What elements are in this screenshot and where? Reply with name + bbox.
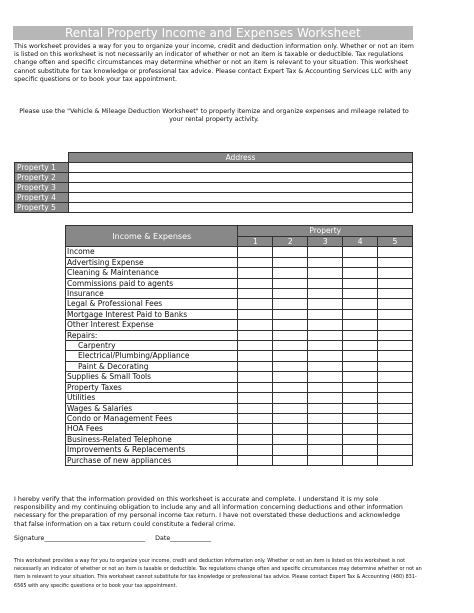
table-row (66, 393, 413, 403)
address-header-row (15, 153, 413, 163)
amount-input-cell[interactable] (308, 299, 343, 309)
address-corner (15, 153, 69, 163)
amount-input-cell[interactable] (238, 413, 273, 423)
line-item-label: Business-Related Telephone (66, 434, 238, 444)
amount-input-cell[interactable] (273, 424, 308, 434)
amount-input-cell[interactable] (343, 247, 378, 257)
address-row-label: Property 4 (15, 193, 69, 203)
address-row-label: Property 2 (15, 173, 69, 183)
line-item-label: Electrical/Plumbing/Appliance (66, 351, 238, 361)
signature-field[interactable]: Signature________________________________ (14, 535, 146, 542)
line-item-label: Repairs: (66, 330, 238, 340)
address-table (14, 152, 413, 213)
amount-input-cell[interactable] (273, 382, 308, 392)
amount-input-cell[interactable] (343, 382, 378, 392)
table-row (66, 351, 413, 361)
amount-input-cell[interactable] (308, 361, 343, 371)
amount-input-cell[interactable] (343, 289, 378, 299)
amount-input-cell[interactable] (238, 341, 273, 351)
amount-input-cell[interactable] (273, 330, 308, 340)
table-row (66, 403, 413, 413)
amount-input-cell[interactable] (238, 434, 273, 444)
amount-input-cell[interactable] (273, 268, 308, 278)
line-item-label: Wages & Salaries (66, 403, 238, 413)
amount-input-cell[interactable] (378, 257, 413, 267)
table-row (66, 247, 413, 257)
line-item-label: Advertising Expense (66, 257, 238, 267)
amount-input-cell[interactable] (378, 278, 413, 288)
amount-input-cell[interactable] (238, 268, 273, 278)
amount-input-cell[interactable] (238, 299, 273, 309)
amount-input-cell[interactable] (343, 320, 378, 330)
amount-input-cell[interactable] (273, 434, 308, 444)
property-column-header: 1 (238, 237, 273, 247)
amount-input-cell[interactable] (238, 320, 273, 330)
amount-input-cell[interactable] (343, 403, 378, 413)
address-input-cell[interactable] (69, 163, 413, 173)
amount-input-cell[interactable] (273, 289, 308, 299)
line-item-label: Condo or Management Fees (66, 413, 238, 423)
amount-input-cell[interactable] (308, 351, 343, 361)
table-row (66, 320, 413, 330)
intro-paragraph: This worksheet provides a way for you to organize your income, credit and deduction information only. Whether or not an item is listed on this worksheet is not necessarily an indicator of whether or not an item is taxable or deductible. Tax regulations change often and specific circumstances may determine whether or not an item is relevant to your situation. This worksheet cannot substitute for tax knowledge or professional tax advice. Please contact Expert Tax & Accounting Services LLC with any specific questions or to book your tax appointment. (14, 43, 414, 83)
address-row-label: Property 3 (15, 183, 69, 193)
table-row (66, 445, 413, 455)
amount-input-cell[interactable] (238, 361, 273, 371)
amount-input-cell[interactable] (378, 372, 413, 382)
amount-input-cell[interactable] (238, 247, 273, 257)
amount-input-cell[interactable] (238, 309, 273, 319)
line-item-label: Paint & Decorating (66, 361, 238, 371)
amount-input-cell[interactable] (273, 351, 308, 361)
amount-input-cell[interactable] (273, 393, 308, 403)
amount-input-cell[interactable] (343, 257, 378, 267)
amount-input-cell[interactable] (273, 403, 308, 413)
table-row (66, 372, 413, 382)
ie-header-row (66, 226, 413, 237)
amount-input-cell[interactable] (308, 372, 343, 382)
amount-input-cell[interactable] (238, 445, 273, 455)
amount-input-cell[interactable] (308, 424, 343, 434)
amount-input-cell[interactable] (238, 257, 273, 267)
amount-input-cell[interactable] (343, 278, 378, 288)
amount-input-cell[interactable] (378, 330, 413, 340)
line-item-label: Utilities (66, 393, 238, 403)
amount-input-cell[interactable] (273, 341, 308, 351)
amount-input-cell[interactable] (273, 278, 308, 288)
amount-input-cell[interactable] (378, 341, 413, 351)
amount-input-cell[interactable] (273, 413, 308, 423)
amount-input-cell[interactable] (343, 424, 378, 434)
worksheet-title: Rental Property Income and Expenses Worksheet (13, 26, 413, 40)
address-row-label: Property 5 (15, 203, 69, 213)
line-item-label: Income (66, 247, 238, 257)
amount-input-cell[interactable] (308, 247, 343, 257)
line-item-label: Cleaning & Maintenance (66, 268, 238, 278)
amount-input-cell[interactable] (308, 320, 343, 330)
property-column-header: 3 (308, 237, 343, 247)
amount-input-cell[interactable] (378, 382, 413, 392)
table-row (66, 455, 413, 465)
amount-input-cell[interactable] (378, 445, 413, 455)
table-row (66, 361, 413, 371)
amount-input-cell[interactable] (343, 445, 378, 455)
amount-input-cell[interactable] (308, 382, 343, 392)
table-row (66, 278, 413, 288)
amount-input-cell[interactable] (378, 299, 413, 309)
amount-input-cell[interactable] (378, 413, 413, 423)
signature-line (14, 535, 414, 543)
footer-disclaimer: This worksheet provides a way for you to organize your income, credit and deduction information only. Whether or not an item is listed on this worksheet is not necessarily an indicator of whether or not an item is taxable or deductible. Tax regulations change often and specific circumstances may determine whether or not an item is relevant to your situation. This worksheet cannot substitute for tax knowledge or professional tax advice. Please contact Expert Tax & Accounting (480) 831-6565 with any specific questions or to book your tax appointment. (14, 558, 422, 589)
amount-input-cell[interactable] (378, 455, 413, 465)
line-item-label: Improvements & Replacements (66, 445, 238, 455)
amount-input-cell[interactable] (343, 299, 378, 309)
amount-input-cell[interactable] (343, 341, 378, 351)
line-item-label: Legal & Professional Fees (66, 299, 238, 309)
line-item-label: Other Interest Expense (66, 320, 238, 330)
amount-input-cell[interactable] (378, 361, 413, 371)
amount-input-cell[interactable] (238, 351, 273, 361)
amount-input-cell[interactable] (238, 372, 273, 382)
amount-input-cell[interactable] (238, 393, 273, 403)
line-item-label: Insurance (66, 289, 238, 299)
amount-input-cell[interactable] (238, 278, 273, 288)
amount-input-cell[interactable] (378, 403, 413, 413)
amount-input-cell[interactable] (378, 351, 413, 361)
amount-input-cell[interactable] (238, 403, 273, 413)
income-expenses-table (65, 225, 413, 466)
line-item-label: HOA Fees (66, 424, 238, 434)
line-item-label: Property Taxes (66, 382, 238, 392)
date-field[interactable]: Date_____________ (155, 535, 212, 542)
address-input-cell[interactable] (69, 193, 413, 203)
amount-input-cell[interactable] (308, 455, 343, 465)
table-row (66, 330, 413, 340)
table-row (66, 341, 413, 351)
amount-input-cell[interactable] (308, 341, 343, 351)
amount-input-cell[interactable] (273, 247, 308, 257)
amount-input-cell[interactable] (343, 455, 378, 465)
amount-input-cell[interactable] (378, 268, 413, 278)
property-column-header: 2 (273, 237, 308, 247)
line-item-label: Mortgage Interest Paid to Banks (66, 309, 238, 319)
amount-input-cell[interactable] (238, 382, 273, 392)
amount-input-cell[interactable] (308, 278, 343, 288)
amount-input-cell[interactable] (273, 257, 308, 267)
amount-input-cell[interactable] (308, 445, 343, 455)
line-item-label: Carpentry (66, 341, 238, 351)
amount-input-cell[interactable] (378, 289, 413, 299)
table-row (66, 299, 413, 309)
address-row (15, 163, 413, 173)
address-row (15, 193, 413, 203)
amount-input-cell[interactable] (238, 455, 273, 465)
table-row (66, 382, 413, 392)
amount-input-cell[interactable] (308, 330, 343, 340)
address-header: Address (69, 153, 413, 163)
address-input-cell[interactable] (69, 203, 413, 213)
address-input-cell[interactable] (69, 173, 413, 183)
amount-input-cell[interactable] (308, 289, 343, 299)
address-row (15, 173, 413, 183)
vehicle-worksheet-instruction: Please use the "Vehicle & Mileage Deduction Worksheet" to properly itemize and organize expenses and mileage related to your rental property activity. (19, 108, 409, 124)
amount-input-cell[interactable] (378, 309, 413, 319)
address-row (15, 183, 413, 193)
amount-input-cell[interactable] (308, 309, 343, 319)
address-row (15, 203, 413, 213)
verification-statement: I hereby verify that the information provided on this worksheet is accurate and complete. I understand it is my sole responsibility and my continuing obligation to include any and all information concerning deductions and other information necessary for the preparation of my personal income tax return. I have not overstated these deductions and acknowledge that false information on a tax return could constitute a federal crime. (14, 496, 403, 528)
amount-input-cell[interactable] (308, 413, 343, 423)
address-input-cell[interactable] (69, 183, 413, 193)
amount-input-cell[interactable] (343, 351, 378, 361)
table-row (66, 268, 413, 278)
amount-input-cell[interactable] (378, 247, 413, 257)
amount-input-cell[interactable] (378, 393, 413, 403)
income-expenses-header: Income & Expenses (66, 226, 238, 247)
table-row (66, 257, 413, 267)
address-row-label: Property 1 (15, 163, 69, 173)
line-item-label: Commissions paid to agents (66, 278, 238, 288)
amount-input-cell[interactable] (308, 257, 343, 267)
amount-input-cell[interactable] (238, 330, 273, 340)
amount-input-cell[interactable] (273, 299, 308, 309)
amount-input-cell[interactable] (343, 413, 378, 423)
amount-input-cell[interactable] (238, 289, 273, 299)
property-header: Property (238, 226, 413, 237)
amount-input-cell[interactable] (378, 434, 413, 444)
amount-input-cell[interactable] (273, 320, 308, 330)
amount-input-cell[interactable] (378, 424, 413, 434)
amount-input-cell[interactable] (343, 309, 378, 319)
amount-input-cell[interactable] (308, 434, 343, 444)
amount-input-cell[interactable] (308, 268, 343, 278)
amount-input-cell[interactable] (273, 309, 308, 319)
property-column-header: 4 (343, 237, 378, 247)
amount-input-cell[interactable] (273, 445, 308, 455)
amount-input-cell[interactable] (238, 424, 273, 434)
amount-input-cell[interactable] (343, 361, 378, 371)
amount-input-cell[interactable] (308, 393, 343, 403)
amount-input-cell[interactable] (343, 434, 378, 444)
amount-input-cell[interactable] (273, 455, 308, 465)
amount-input-cell[interactable] (308, 403, 343, 413)
amount-input-cell[interactable] (343, 372, 378, 382)
amount-input-cell[interactable] (343, 393, 378, 403)
amount-input-cell[interactable] (343, 268, 378, 278)
amount-input-cell[interactable] (343, 330, 378, 340)
line-item-label: Supplies & Small Tools (66, 372, 238, 382)
line-item-label: Purchase of new appliances (66, 455, 238, 465)
amount-input-cell[interactable] (273, 372, 308, 382)
table-row (66, 413, 413, 423)
table-row (66, 309, 413, 319)
table-row (66, 289, 413, 299)
amount-input-cell[interactable] (378, 320, 413, 330)
table-row (66, 434, 413, 444)
table-row (66, 424, 413, 434)
amount-input-cell[interactable] (273, 361, 308, 371)
property-column-header: 5 (378, 237, 413, 247)
